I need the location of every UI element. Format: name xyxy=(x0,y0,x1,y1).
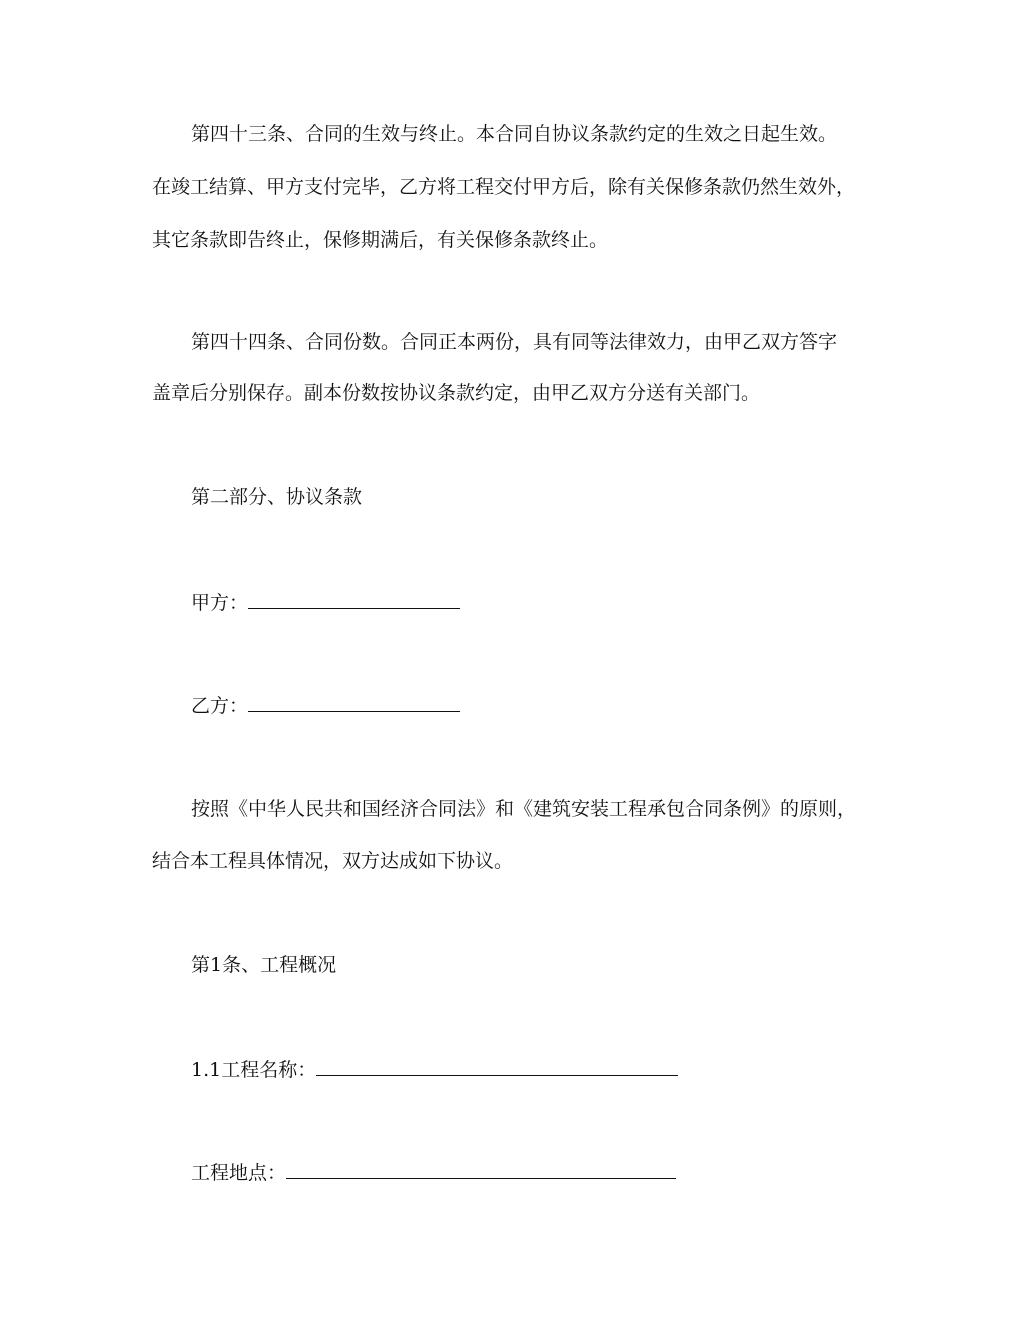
project-name-field xyxy=(191,1057,678,1082)
project-name-label: 1.1工程名称： xyxy=(191,1059,317,1081)
part-2-title: 第二部分、协议条款 xyxy=(191,486,363,508)
article-44-line-2: 盖章后分别保存。副本份数按协议条款约定，由甲乙双方分送有关部门。 xyxy=(152,382,761,404)
article-43-line-1: 第四十三条、合同的生效与终止。本合同自协议条款约定的生效之日起生效。 xyxy=(191,123,838,145)
party-a-blank[interactable] xyxy=(248,590,460,609)
preamble-line-1: 按照《中华人民共和国经济合同法》和《建筑安装工程承包合同条例》的原则， xyxy=(191,798,857,820)
project-location-field xyxy=(191,1160,676,1185)
article-43-line-2: 在竣工结算、甲方支付完毕，乙方将工程交付甲方后，除有关保修条款仍然生效外， xyxy=(152,176,856,198)
project-location-label: 工程地点： xyxy=(191,1162,287,1184)
article-44-line-1: 第四十四条、合同份数。合同正本两份，具有同等法律效力，由甲乙双方答字 xyxy=(191,331,838,353)
party-a-label: 甲方： xyxy=(191,592,249,614)
party-a-field xyxy=(191,590,460,615)
party-b-label: 乙方： xyxy=(191,695,249,717)
party-b-field xyxy=(191,693,460,718)
preamble-line-2: 结合本工程具体情况，双方达成如下协议。 xyxy=(152,850,514,872)
article-43-line-3: 其它条款即告终止，保修期满后，有关保修条款终止。 xyxy=(152,229,609,251)
project-name-blank[interactable] xyxy=(316,1057,678,1076)
party-b-blank[interactable] xyxy=(248,693,460,712)
article-1-title: 第1条、工程概况 xyxy=(191,954,337,976)
project-location-blank[interactable] xyxy=(286,1160,676,1179)
